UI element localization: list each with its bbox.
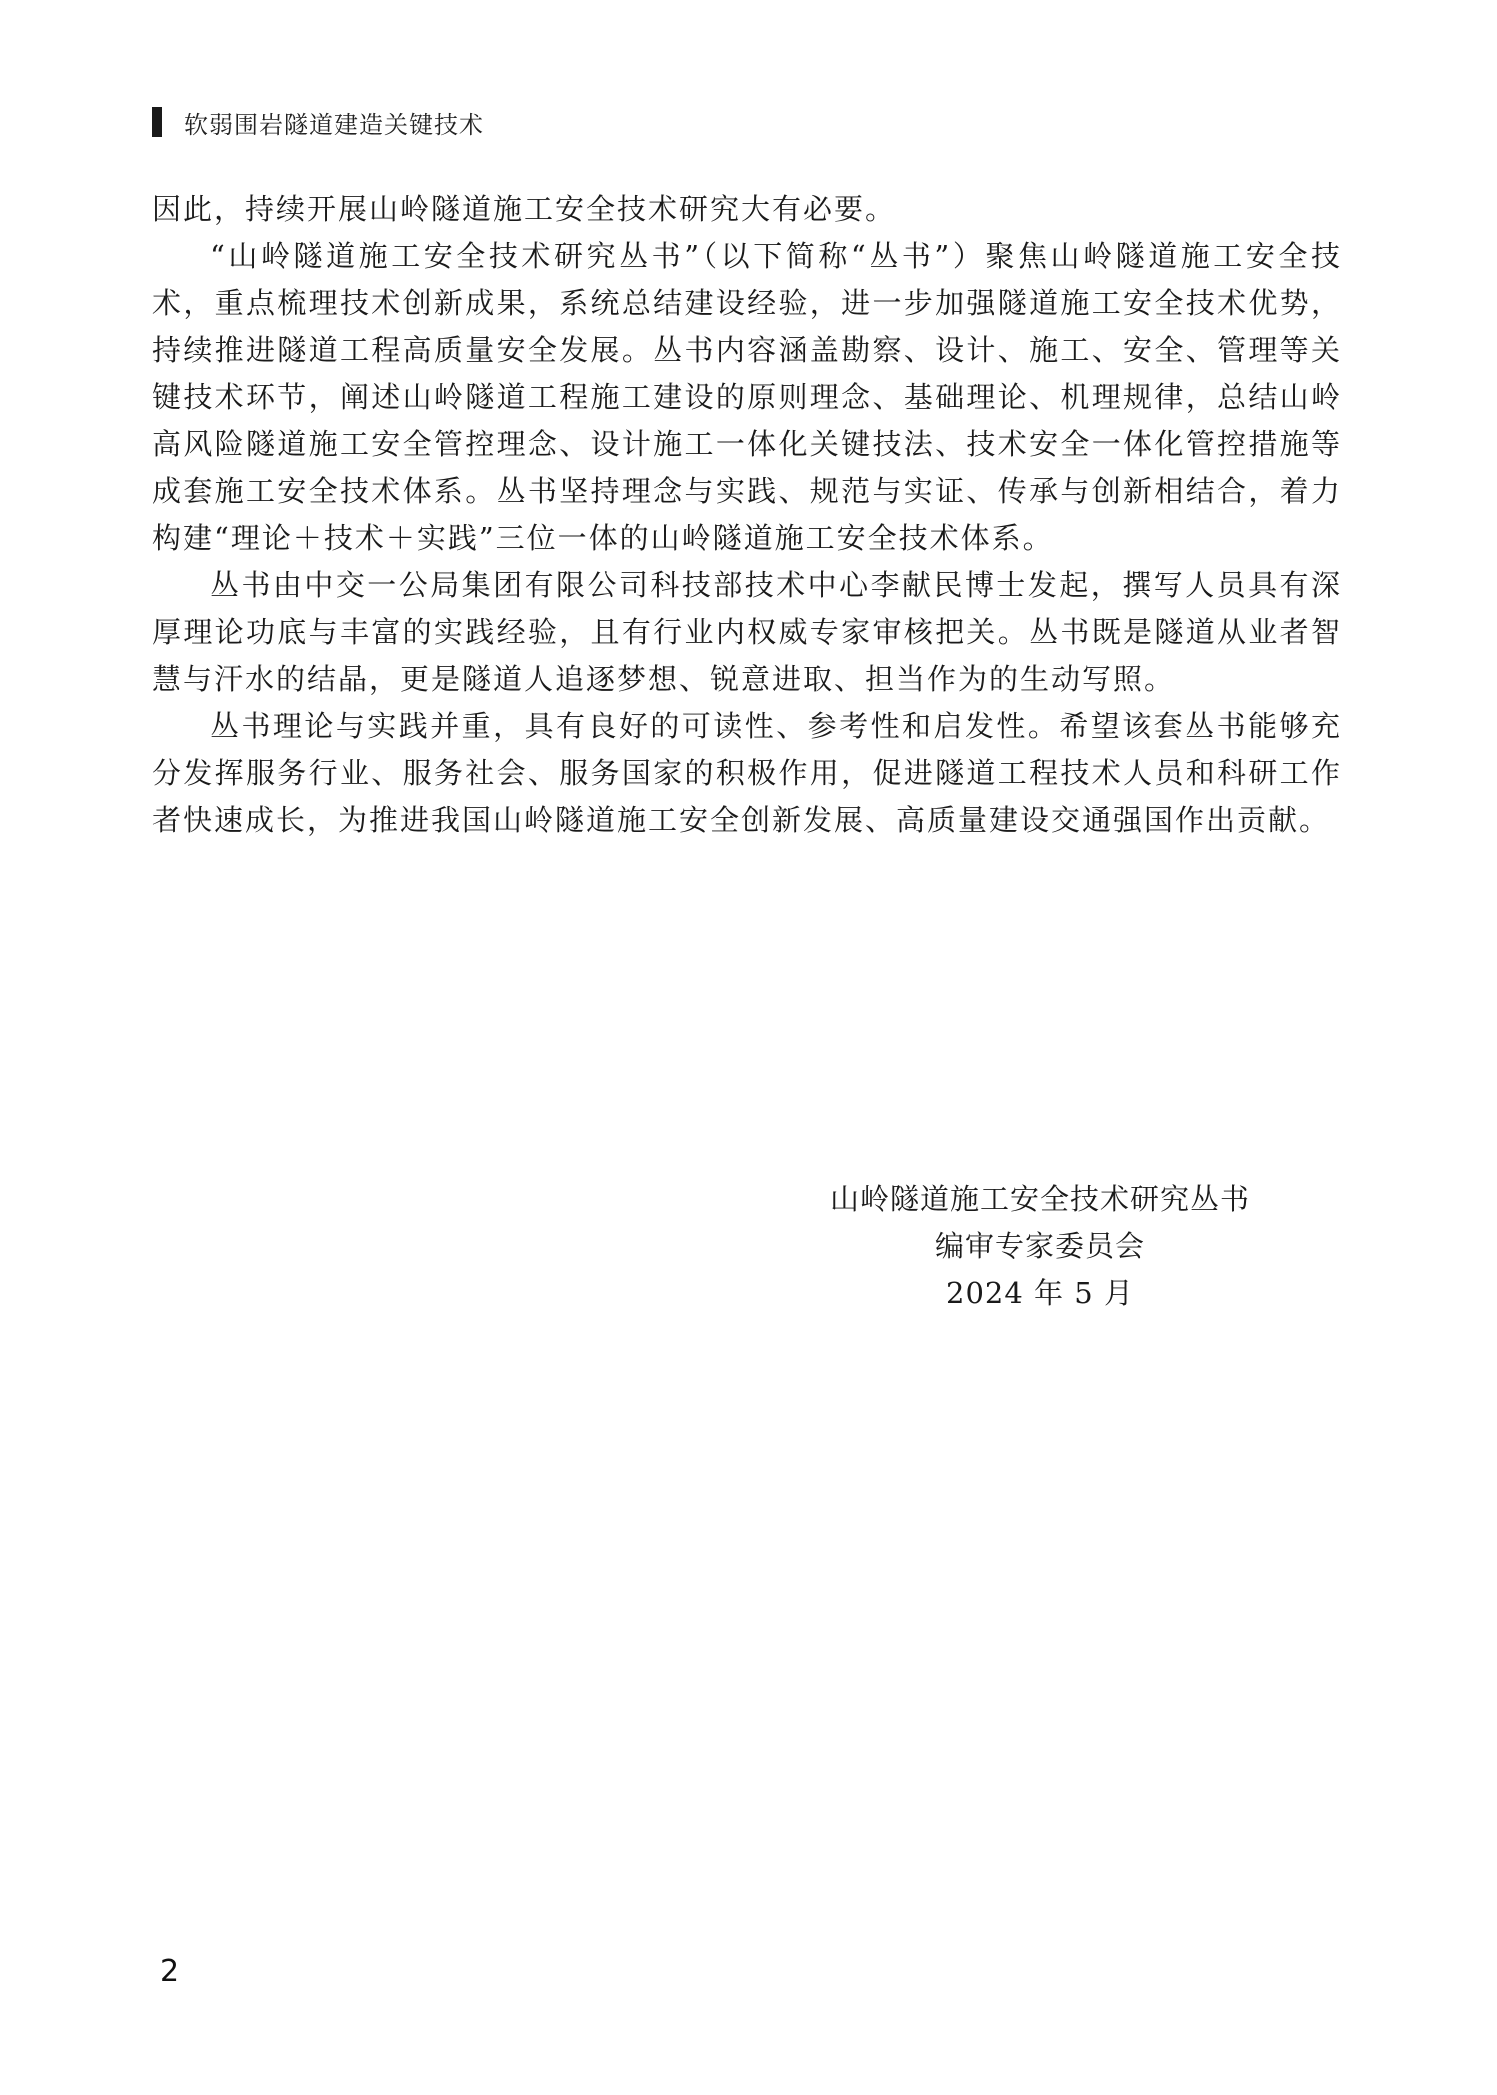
header-bar-mark — [152, 107, 162, 137]
paragraph-series-intro: “山岭隧道施工安全技术研究丛书”（以下简称“丛书”）聚焦山岭隧道施工安全技术，重点梳理技术创新成果，系统总结建设经验，进一步加强隧道施工安全技术优势，持续推进隧道工程高质量安全发展。丛书内容涵盖勘察、设计、施工、安全、管理等关键技术环节，阐述山岭隧道工程施工建设的原则理念、基础理论、机理规律，总结山岭高风险隧道施工安全管控理念、设计施工一体化关键技法、技术安全一体化管控措施等成套施工安全技术体系。丛书坚持理念与实践、规范与实证、传承与创新相结合，着力构建“理论＋技术＋实践”三位一体的山岭隧道施工安全技术体系。 — [152, 239, 1342, 555]
signature-committee: 编审专家委员会 — [934, 1229, 1145, 1263]
book-title: 软弱围岩隧道建造关键技术 — [184, 110, 484, 139]
signature-date: 2024 年 5 月 — [946, 1276, 1134, 1310]
page-number: 2 — [160, 1954, 180, 1989]
signature-block — [690, 1176, 1390, 1317]
signature-series-name: 山岭隧道施工安全技术研究丛书 — [829, 1182, 1250, 1216]
paragraph-significance: 丛书理论与实践并重，具有良好的可读性、参考性和启发性。希望该套丛书能够充分发挥服务行业、服务社会、服务国家的积极作用，促进隧道工程技术人员和科研工作者快速成长，为推进我国山岭隧道施工安全创新发展、高质量建设交通强国作出贡献。 — [152, 709, 1342, 837]
paragraph-authors: 丛书由中交一公局集团有限公司科技部技术中心李献民博士发起，撰写人员具有深厚理论功底与丰富的实践经验，且有行业内权威专家审核把关。丛书既是隧道从业者智慧与汗水的结晶，更是隧道人追逐梦想、锐意进取、担当作为的生动写照。 — [152, 568, 1342, 696]
body-text — [152, 186, 1342, 844]
paragraph-continued: 因此，持续开展山岭隧道施工安全技术研究大有必要。 — [152, 192, 897, 226]
running-header — [152, 106, 484, 138]
